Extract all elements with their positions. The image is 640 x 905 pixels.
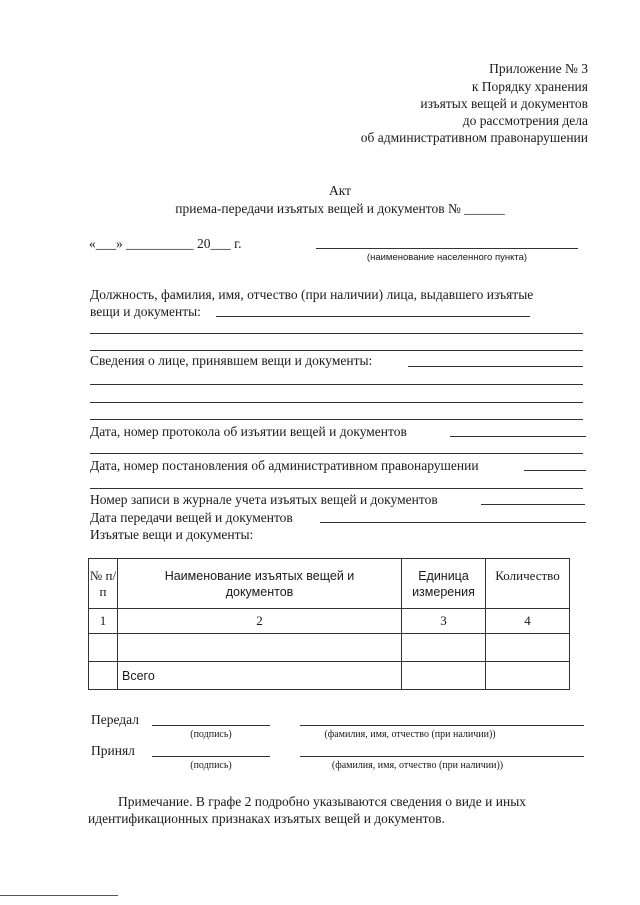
issuer-extra-line-1[interactable] [90, 333, 583, 334]
note-line-1: Примечание. В графе 2 подробно указываются сведения о виде и иных [118, 794, 527, 809]
table-cell[interactable] [89, 634, 118, 662]
appendix-line-1: Приложение № 3 [489, 61, 588, 76]
footnote-separator [0, 895, 118, 896]
document-title: Акт [328, 183, 352, 198]
appendix-line-4: до рассмотрения дела [462, 113, 588, 128]
receiver-field-line[interactable] [408, 366, 583, 367]
table-header-row [89, 559, 570, 609]
document-subtitle: приема-передачи изъятых вещей и документов № ______ [175, 201, 505, 216]
journal-field-line[interactable] [481, 504, 585, 505]
resolution-extra-line[interactable] [90, 488, 583, 489]
header-num: № п/п [89, 559, 118, 609]
receiver-extra-line-2[interactable] [90, 402, 583, 403]
received-signature-line[interactable] [152, 756, 270, 757]
handed-signature-line[interactable] [152, 725, 270, 726]
received-label: Принял [91, 743, 135, 758]
place-caption: (наименование населенного пункта) [366, 252, 528, 263]
total-label: Всего [118, 662, 402, 690]
header-unit: Единица измерения [402, 559, 486, 609]
table-cell[interactable] [486, 634, 570, 662]
issuer-extra-line-2[interactable] [90, 350, 583, 351]
journal-label: Номер записи в журнале учета изъятых вещей и документов [90, 492, 438, 507]
items-table [88, 558, 570, 690]
handed-fio-line[interactable] [300, 725, 584, 726]
note [88, 793, 588, 827]
handed-label: Передал [91, 712, 140, 727]
protocol-field-line[interactable] [450, 436, 586, 437]
issuer-label-line-1: Должность, фамилия, имя, отчество (при наличии) лица, выдавшего изъятые [90, 287, 534, 302]
resolution-label: Дата, номер постановления об административном правонарушении [90, 458, 479, 473]
table-cell[interactable] [118, 634, 402, 662]
column-number-row [89, 609, 570, 634]
transfer-date-field-line[interactable] [320, 522, 586, 523]
table-cell[interactable] [402, 634, 486, 662]
received-fio-caption: (фамилия, имя, отчество (при наличии)) [331, 760, 504, 771]
col-number-3: 3 [402, 609, 486, 634]
header-qty: Количество [486, 559, 570, 609]
issuer-label-line-2: вещи и документы: [90, 304, 201, 319]
date-line: «___» __________ 20___ г. [89, 236, 242, 251]
col-number-1: 1 [89, 609, 118, 634]
received-fio-line[interactable] [300, 756, 584, 757]
header-name: Наименование изъятых вещей и документов [118, 559, 402, 609]
receiver-extra-line-3[interactable] [90, 419, 583, 420]
place-line[interactable] [316, 248, 578, 249]
handed-signature-caption: (подпись) [190, 729, 232, 740]
total-row [89, 662, 570, 690]
total-unit-cell[interactable] [402, 662, 486, 690]
transfer-date-label: Дата передачи вещей и документов [90, 510, 293, 525]
table-row [89, 634, 570, 662]
issuer-field-line[interactable] [216, 316, 530, 317]
appendix-line-5: об административном правонарушении [360, 130, 588, 145]
note-line-2: идентификационных признаках изъятых вещей и документов. [88, 811, 445, 826]
col-number-2: 2 [118, 609, 402, 634]
protocol-extra-line[interactable] [90, 453, 583, 454]
resolution-field-line[interactable] [524, 470, 586, 471]
col-number-4: 4 [486, 609, 570, 634]
receiver-label: Сведения о лице, принявшем вещи и документы: [90, 353, 373, 368]
appendix-line-3: изъятых вещей и документов [420, 96, 588, 111]
received-signature-caption: (подпись) [190, 760, 232, 771]
items-label: Изъятые вещи и документы: [90, 527, 254, 542]
table-cell [89, 662, 118, 690]
appendix-line-2: к Порядку хранения [471, 79, 588, 94]
protocol-label: Дата, номер протокола об изъятии вещей и документов [90, 424, 407, 439]
total-qty-cell[interactable] [486, 662, 570, 690]
receiver-extra-line-1[interactable] [90, 384, 583, 385]
handed-fio-caption: (фамилия, имя, отчество (при наличии)) [324, 729, 496, 740]
